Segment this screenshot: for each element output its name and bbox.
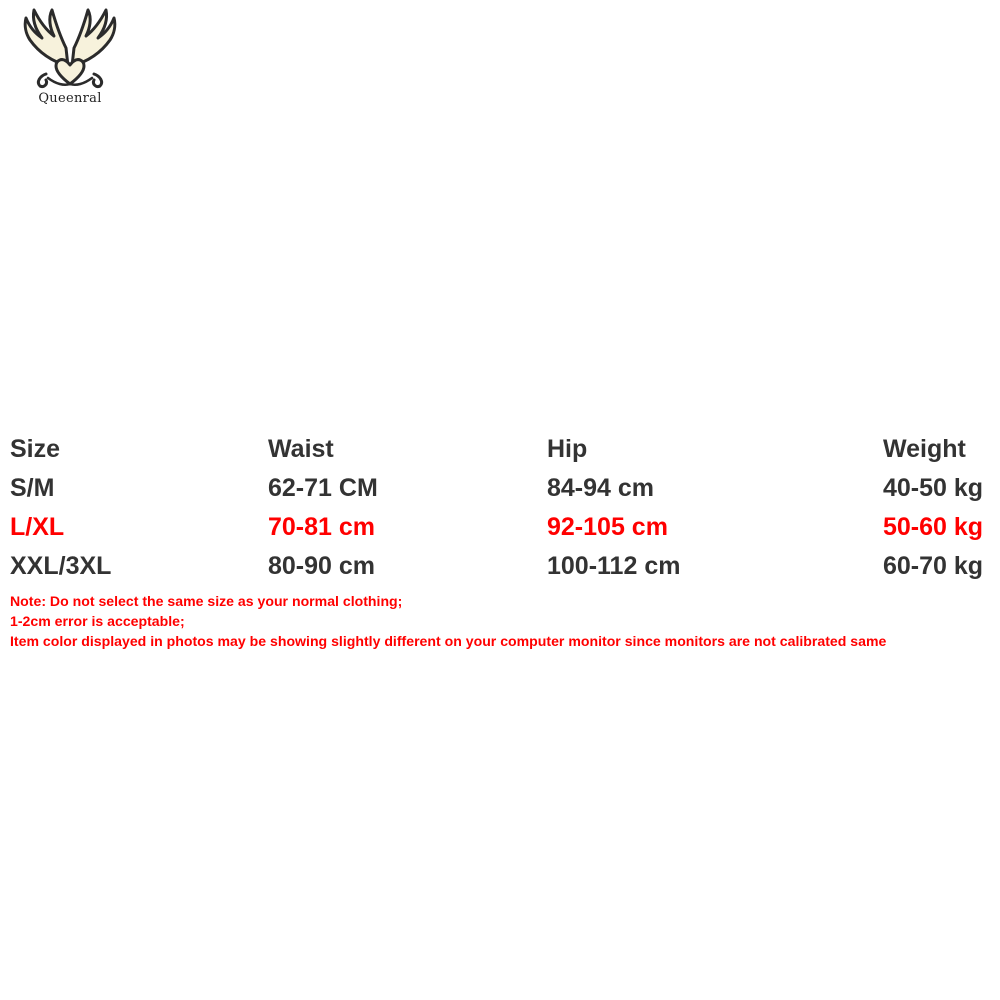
winged-heart-icon [18,4,122,94]
note-line: Item color displayed in photos may be showing slightly different on your computer monitor since monitors are not calibrated same [10,633,887,649]
cell-hip: 84-94 cm [547,474,655,502]
cell-weight: 40-50 kg [883,474,984,502]
size-row-s-m [0,469,1000,508]
header-size: Size [10,435,61,463]
size-row-l-xl [0,508,1000,547]
cell-waist: 62-71 CM [268,474,378,502]
brand-logo [18,4,122,108]
size-notes [10,591,1000,651]
cell-size: XXL/3XL [10,552,112,580]
cell-waist: 80-90 cm [268,552,376,580]
note-line: 1-2cm error is acceptable; [10,613,185,629]
cell-hip: 100-112 cm [547,552,681,580]
cell-hip: 92-105 cm [547,513,668,541]
header-waist: Waist [268,435,334,463]
size-row-xxl-3xl [0,547,1000,586]
note-line: Note: Do not select the same size as your normal clothing; [10,593,403,609]
header-hip: Hip [547,435,588,463]
cell-waist: 70-81 cm [268,513,376,541]
header-weight: Weight [883,435,966,463]
cell-size: L/XL [10,513,65,541]
cell-size: S/M [10,474,55,502]
cell-weight: 50-60 kg [883,513,984,541]
size-chart-table [0,430,1000,586]
size-chart-header-row [0,430,1000,469]
brand-name: Queenral [38,91,102,106]
cell-weight: 60-70 kg [883,552,984,580]
